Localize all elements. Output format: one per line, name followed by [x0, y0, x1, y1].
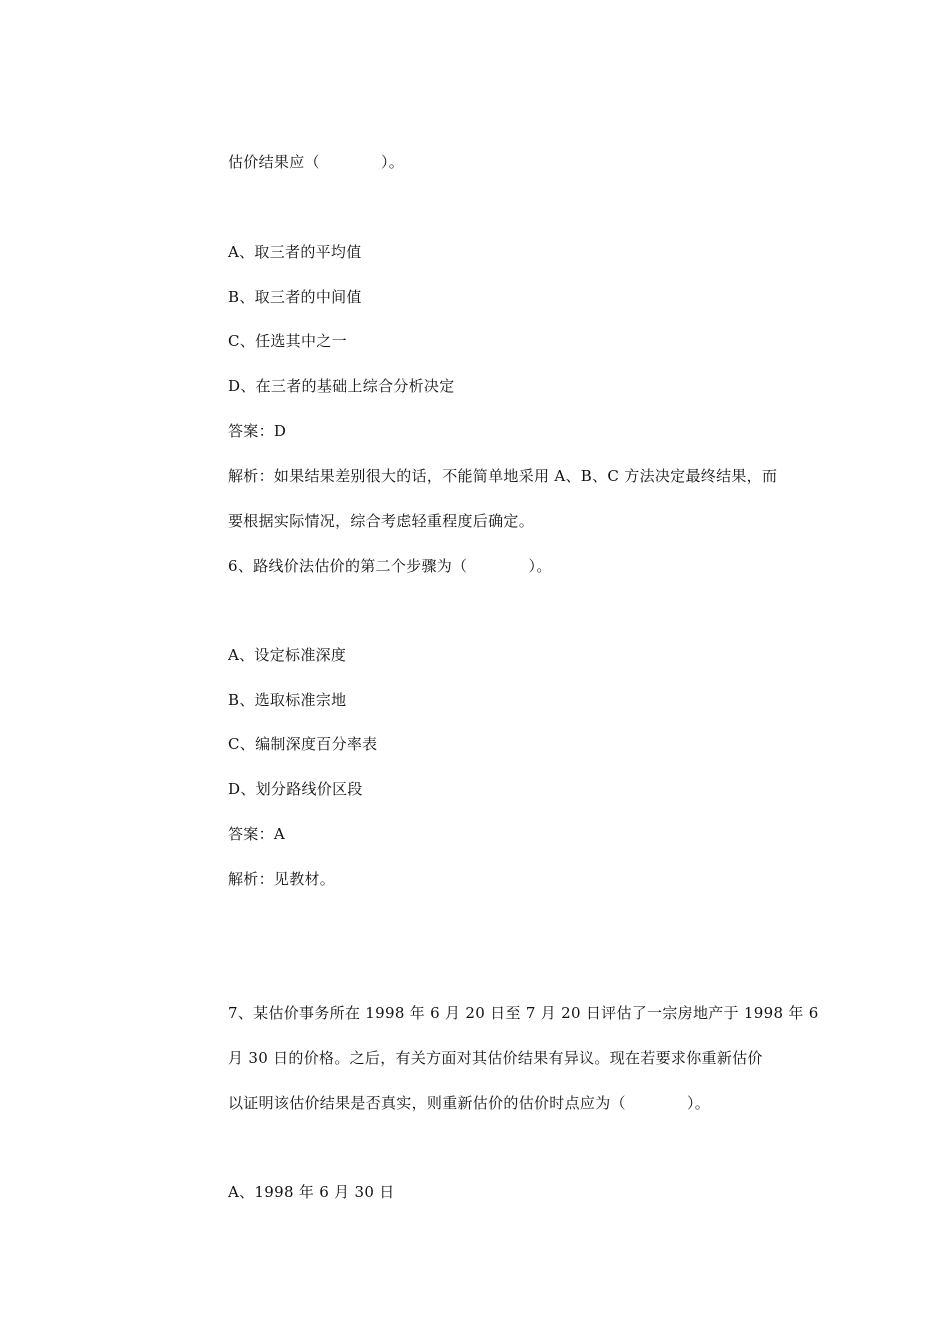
option-a: A、取三者的平均值 [228, 243, 362, 261]
explanation-line: 要根据实际情况，综合考虑轻重程度后确定。 [228, 512, 535, 530]
option-c: C、编制深度百分率表 [228, 735, 378, 753]
option-a: A、设定标准深度 [228, 646, 347, 664]
option-d: D、在三者的基础上综合分析决定 [228, 377, 455, 395]
question-7-stem: 7、某估价事务所在 1998 年 6 月 20 日至 7 月 20 日评估了一宗房地产于 1998 年 6 [228, 1004, 819, 1022]
answer-line: 答案：A [228, 825, 286, 843]
explanation-line: 解析：如果结果差别很大的话，不能简单地采用 A、B、C 方法决定最终结果，而 [228, 467, 778, 485]
option-c: C、任选其中之一 [228, 332, 347, 350]
question-7-stem: 月 30 日的价格。之后，有关方面对其估价结果有异议。现在若要求你重新估价 [228, 1049, 763, 1067]
option-b: B、选取标准宗地 [228, 691, 347, 709]
explanation-line: 解析：见教材。 [228, 870, 336, 888]
question-6-stem: 6、路线价法估价的第二个步骤为（ ）。 [228, 557, 552, 575]
answer-line: 答案：D [228, 422, 287, 440]
option-b: B、取三者的中间值 [228, 288, 362, 306]
option-d: D、划分路线价区段 [228, 780, 363, 798]
option-a: A、1998 年 6 月 30 日 [228, 1183, 395, 1201]
question-stem-continuation: 估价结果应（ ）。 [228, 153, 405, 171]
question-7-stem: 以证明该估价结果是否真实，则重新估价的估价时点应为（ ）。 [228, 1094, 711, 1112]
